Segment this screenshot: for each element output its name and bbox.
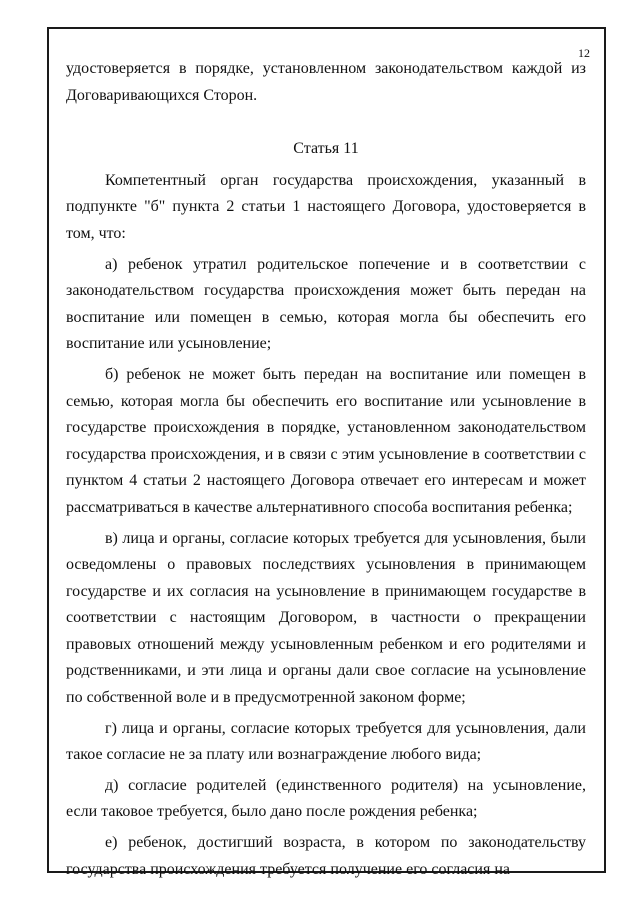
- intro-paragraph: Компетентный орган государства происхождения, указанный в подпункте "б" пункта 2 статьи 1 настоящего Договора, удостоверяется в том, что:: [66, 171, 586, 242]
- list-item-g: г) лица и органы, согласие которых требуется для усыновления, дали такое согласие не за плату или вознаграждение любого вида;: [66, 719, 586, 764]
- list-item-e: е) ребенок, достигший возраста, в котором по законодательству государства происхождения требуется получение его согласия на: [66, 834, 586, 878]
- document-body: [66, 56, 586, 883]
- article-title: Статья 11: [293, 140, 359, 158]
- continuation-paragraph: удостоверяется в порядке, установленном законодательством каждой из Договаривающихся Сторон.: [66, 60, 586, 104]
- list-item-v: в) лица и органы, согласие которых требуется для усыновления, были осведомлены о правовых последствиях усыновления в принимающем государстве и их согласия на усыновление в принимающем государстве в соответствии с настоящим Договором, в частности о прекращении правовых отношений между усыновленным ребенком и его родителями и родственниками, и эти лица и органы дали свое согласие на усыновление по собственной воле и в предусмотренной законом форме;: [66, 529, 586, 707]
- list-item-b: б) ребенок не может быть передан на воспитание или помещен в семью, которая могла бы обеспечить его воспитание или усыновление в государстве происхождения в порядке, установленном законодательством государства происхождения, и в связи с этим усыновление в соответствии с пунктом 4 статьи 2 настоящего Договора отвечает его интересам и может рассматриваться в качестве альтернативного способа воспитания ребенка;: [66, 365, 586, 516]
- list-item-d: д) согласие родителей (единственного родителя) на усыновление, если таковое требуется, было дано после рождения ребенка;: [66, 776, 586, 821]
- page-number: 12: [578, 46, 590, 60]
- list-item-a: а) ребенок утратил родительское попечение и в соответствии с законодательством государства происхождения может быть передан на воспитание или помещен в семью, которая могла бы обеспечить его воспитание или усыновление;: [66, 255, 586, 353]
